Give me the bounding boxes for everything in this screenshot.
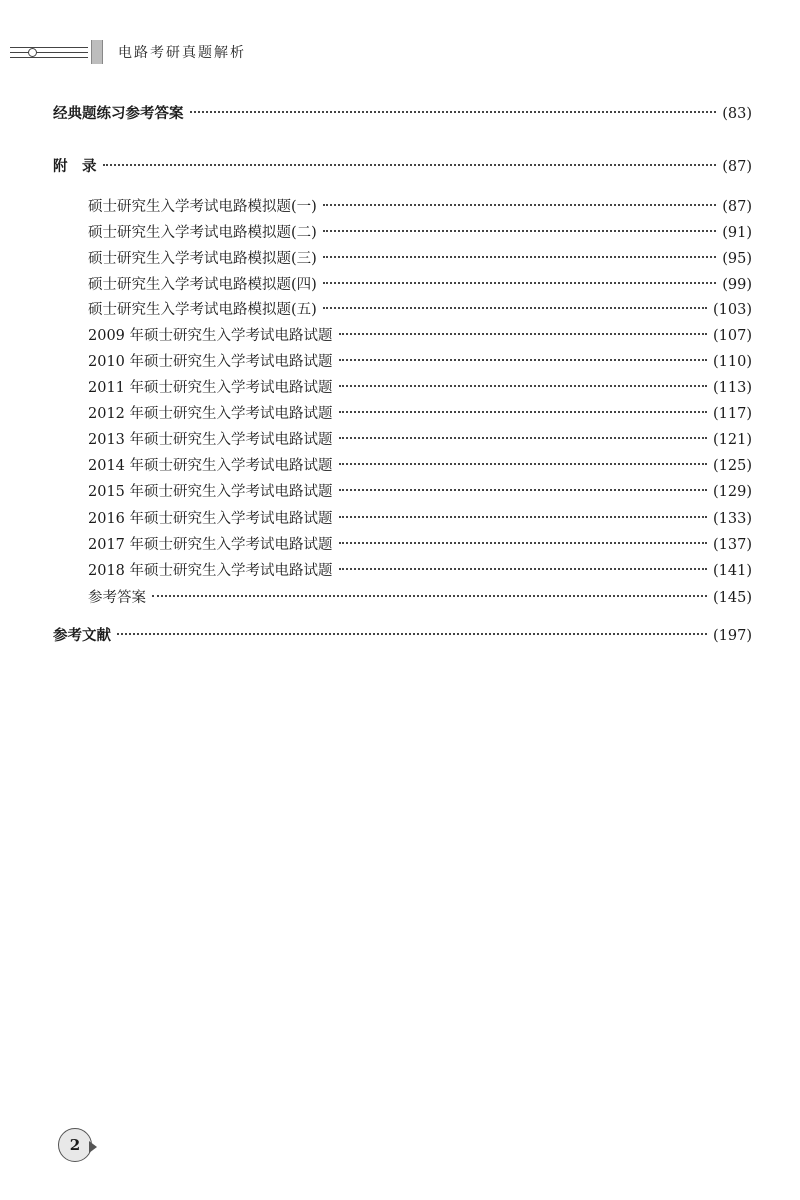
toc-appendix-item[interactable] — [88, 222, 752, 244]
toc-entry-title: 参考文献 — [53, 628, 111, 644]
dot-leader — [339, 359, 707, 361]
header-rule — [10, 52, 88, 53]
dot-leader — [339, 463, 707, 465]
dot-leader — [339, 411, 707, 413]
toc-entry-page: (87) — [722, 199, 752, 215]
dot-leader — [190, 111, 717, 113]
toc-entry-title: 硕士研究生入学考试电路模拟题(二) — [88, 225, 317, 241]
toc-entry-page: (95) — [722, 251, 752, 267]
dot-leader — [323, 307, 707, 309]
toc-entry-title: 附 录 — [53, 159, 97, 175]
header-rule — [10, 47, 88, 48]
dot-leader — [339, 568, 707, 570]
toc-entry-title: 参考答案 — [88, 590, 146, 606]
toc-entry-page: (110) — [713, 354, 752, 370]
dot-leader — [323, 256, 716, 258]
toc-appendix-item[interactable] — [88, 587, 752, 609]
dot-leader — [152, 595, 707, 597]
toc-appendix-item[interactable] — [88, 560, 752, 582]
header-rule — [10, 57, 88, 58]
toc-entry-appendix[interactable] — [53, 156, 752, 178]
toc-entry-page: (99) — [722, 277, 752, 293]
book-title: 电路考研真题解析 — [118, 45, 246, 61]
dot-leader — [323, 204, 716, 206]
running-header — [0, 36, 800, 66]
toc-appendix-item[interactable] — [88, 299, 752, 321]
toc-entry-page: (137) — [713, 537, 752, 553]
toc-entry-title: 硕士研究生入学考试电路模拟题(一) — [88, 199, 317, 215]
toc-appendix-item[interactable] — [88, 351, 752, 373]
dot-leader — [339, 385, 707, 387]
toc-entry-title: 2012 年硕士研究生入学考试电路试题 — [88, 406, 333, 422]
dot-leader — [323, 282, 716, 284]
header-tab-ornament — [91, 40, 103, 64]
toc-entry-references[interactable] — [53, 625, 752, 647]
toc-appendix-item[interactable] — [88, 534, 752, 556]
toc-entry-title: 2017 年硕士研究生入学考试电路试题 — [88, 537, 333, 553]
page-badge-pointer — [89, 1141, 97, 1153]
toc-entry-title: 硕士研究生入学考试电路模拟题(五) — [88, 302, 317, 318]
toc-entry-page: (91) — [722, 225, 752, 241]
toc-entry-answers[interactable] — [53, 103, 752, 125]
dot-leader — [339, 437, 707, 439]
dot-leader — [103, 164, 717, 166]
toc-appendix-item[interactable] — [88, 377, 752, 399]
toc-appendix-item[interactable] — [88, 325, 752, 347]
toc-appendix-item[interactable] — [88, 403, 752, 425]
toc-entry-page: (83) — [722, 106, 752, 122]
toc-entry-page: (117) — [713, 406, 752, 422]
toc-entry-page: (129) — [713, 484, 752, 500]
toc-entry-page: (133) — [713, 511, 752, 527]
toc-entry-title: 2010 年硕士研究生入学考试电路试题 — [88, 354, 333, 370]
toc-entry-title: 2016 年硕士研究生入学考试电路试题 — [88, 511, 333, 527]
header-circle-ornament — [28, 48, 37, 57]
toc-appendix-item[interactable] — [88, 274, 752, 296]
toc-entry-page: (197) — [713, 628, 752, 644]
toc-entry-title: 硕士研究生入学考试电路模拟题(四) — [88, 277, 317, 293]
dot-leader — [339, 542, 707, 544]
toc-entry-title: 2018 年硕士研究生入学考试电路试题 — [88, 563, 333, 579]
toc-appendix-item[interactable] — [88, 508, 752, 530]
toc-entry-title: 硕士研究生入学考试电路模拟题(三) — [88, 251, 317, 267]
dot-leader — [117, 633, 707, 635]
dot-leader — [339, 333, 707, 335]
toc-appendix-item[interactable] — [88, 196, 752, 218]
toc-entry-title: 2013 年硕士研究生入学考试电路试题 — [88, 432, 333, 448]
toc-appendix-item[interactable] — [88, 481, 752, 503]
toc-appendix-item[interactable] — [88, 429, 752, 451]
toc-appendix-item[interactable] — [88, 455, 752, 477]
toc-entry-page: (141) — [713, 563, 752, 579]
toc-entry-page: (145) — [713, 590, 752, 606]
toc-entry-page: (113) — [713, 380, 752, 396]
toc-entry-title: 2009 年硕士研究生入学考试电路试题 — [88, 328, 333, 344]
toc-entry-title: 经典题练习参考答案 — [53, 106, 184, 122]
dot-leader — [339, 489, 707, 491]
toc-entry-page: (125) — [713, 458, 752, 474]
toc-entry-title: 2014 年硕士研究生入学考试电路试题 — [88, 458, 333, 474]
page-number-badge: 2 — [58, 1128, 92, 1162]
dot-leader — [339, 516, 707, 518]
dot-leader — [323, 230, 716, 232]
toc-entry-page: (103) — [713, 302, 752, 318]
toc-entry-page: (121) — [713, 432, 752, 448]
toc-entry-title: 2011 年硕士研究生入学考试电路试题 — [88, 380, 333, 396]
toc-appendix-item[interactable] — [88, 248, 752, 270]
toc-entry-page: (87) — [722, 159, 752, 175]
toc-entry-page: (107) — [713, 328, 752, 344]
toc-entry-title: 2015 年硕士研究生入学考试电路试题 — [88, 484, 333, 500]
